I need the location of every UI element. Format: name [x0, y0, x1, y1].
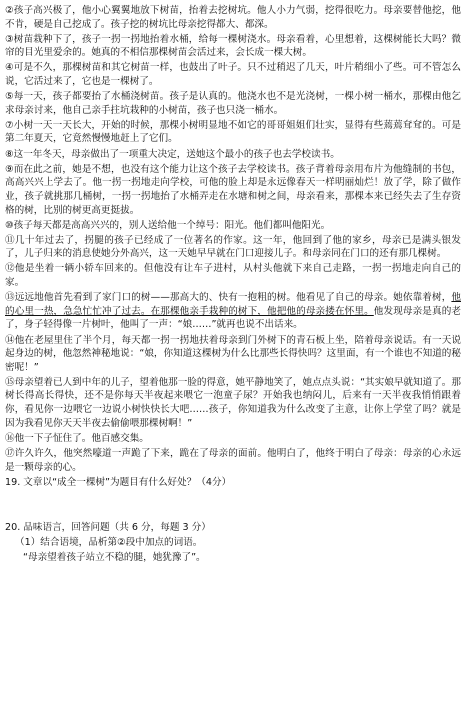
paragraph-9: ⑨而在此之前，她是不想，也没有这个能力让这个孩子去学校读书。孩子背着母亲用布片为他缝制的书包，高高兴兴上学去了。他一拐一拐地走向学校，可他的脸上却是永远像春天一样明丽灿烂！放了学，除了做作业，孩子就挑那几桶树，一拐一拐地抬了水桶弄走在水塘和树之间，母亲看来，那棵本来已经失去了生存资格的树，比别的树更高更挺拔。	[5, 163, 461, 216]
paragraph-7: ⑦小树一天一天长大，开始的时候，那棵小树明显地不如它的哥哥姐姐们壮实，显得有些蔫蔫耷耷的。可是第二年夏天，它竟然慢慢地赶上了它们。	[5, 119, 461, 145]
paragraph-5: ⑤每一天，孩子都要抬了水桶浇树苗。孩子是认真的。他浇水也不是光浇树，一棵小树一桶水，那棵由他乞求母亲讨来，他自己亲手拄坑栽种的小树苗，孩子也只浇一桶水。	[5, 91, 461, 116]
question-20-1-prefix: （1）结合语境，品析第	[15, 536, 118, 548]
question-20-1-text: 段中加点的词语。	[125, 536, 203, 548]
paragraph-10: ⑩孩子每天都是高高兴兴的，别人送给他一个绰号：阳光。他们都叫他阳光。	[5, 219, 331, 231]
paragraph-13	[5, 291, 461, 332]
paragraph-4: ④可是不久，那棵树苗和其它树苗一样，也鼓出了叶子。只不过稍迟了几天，叶片稍细小了些。可不管怎么说，它活过来了，它也是一棵树了。	[5, 62, 461, 88]
paragraph-13-end: 他发现母亲是真的老了，身子轻得像一片树叶，他叫了一声：“娘……”就再也说不出话来。	[5, 305, 462, 331]
paragraph-ref-number: ②	[117, 536, 126, 548]
paragraph-15: ⑮母亲望着已人到中年的儿子，望着他那一脸的得意，她平静地笑了，她点点头说：“其实娘早就知道了。那树长得高长得快，还不是你每天半夜起来喂它一泡童子尿？开始我也纳闷儿，后来有一天半夜我悄悄跟着你，看见你一边喂它一边说小树快快长大吧……孩子，你知道我为什么改变了主意，让你上学堂了吗？就是因为我看见你天天半夜去偷偷喂那棵树啊！”	[5, 376, 462, 429]
question-19: 19. 文章以“成全一棵树”为题目有什么好处？（4分）	[5, 477, 232, 489]
paragraph-16: ⑯他一下子怔住了。他百感交集。	[5, 432, 149, 444]
paragraph-12: ⑫他是坐着一辆小轿车回来的。但他没有让车子进村，从村头他就下来自己走路，一拐一拐地走向自己的家。	[5, 263, 461, 289]
paragraph-11: ⑪几十年过去了，拐腿的孩子已经成了一位著名的作家。这一年，他回到了他的家乡，母亲已是满头银发了，儿子归来的消息使她分外高兴，这一天她早早就在门口迎接儿子。和母亲同在门口的还有那几棵树。	[5, 234, 461, 260]
paragraph-13-start: ⑬远远地他首先看到了家门口的树——那高大的、快有一抱粗的树。他看见了自己的母亲。她依靠着树，	[5, 292, 452, 304]
paragraph-14: ⑭他在老屋里住了半个月，每天都一拐一拐地扶着母亲到门外树下的青石板上坐，陪着母亲说话。有一天说起身边的树，他忽然神秘地说：“娘，你知道这棵树为什么比那些长得快吗？这里面，有一个谁也不知道的秘密呢！”	[5, 334, 461, 373]
paragraph-8: ⑧这一年冬天，母亲做出了一项重大决定，送她这个最小的孩子也去学校读书。	[5, 148, 340, 160]
paragraph-2: ②孩子高兴极了，他小心翼翼地放下树苗，抬着去挖树坑。他人小力气弱，挖得很吃力。母亲要替他挖，他不肯，硬是自己挖成了。孩子挖的树坑比母亲挖得都大、都深。	[5, 5, 461, 30]
underlined-sentence: 他的心里一热，急急忙忙冲了过去。在那棵他亲手栽种的树下，他把他的母亲搂在怀里。	[5, 292, 461, 317]
paragraph-3: ③树苗栽种下了，孩子一拐一拐地抬着水桶，给每一棵树浇水。母亲看着，心里想着，这棵树能长大吗？微帘的目光里爱余的。她真的不相信那棵树苗会活过来，会长成一棵大树。	[5, 33, 461, 59]
question-20-title: 20. 品味语言，回答问题（共 6 分，每题 3 分）	[5, 522, 211, 534]
question-20-1	[15, 536, 461, 550]
answer-space	[5, 491, 461, 521]
question-20-1-quote: “母亲望着孩子站立不稳的腿，她犹豫了”。	[23, 552, 206, 564]
paragraph-17: ⑰许久许久，他突然嚎道一声跪了下来，跪在了母亲的面前。他明白了，他终于明白了母亲：母亲的心永远是一颗母亲的心。	[5, 447, 461, 473]
